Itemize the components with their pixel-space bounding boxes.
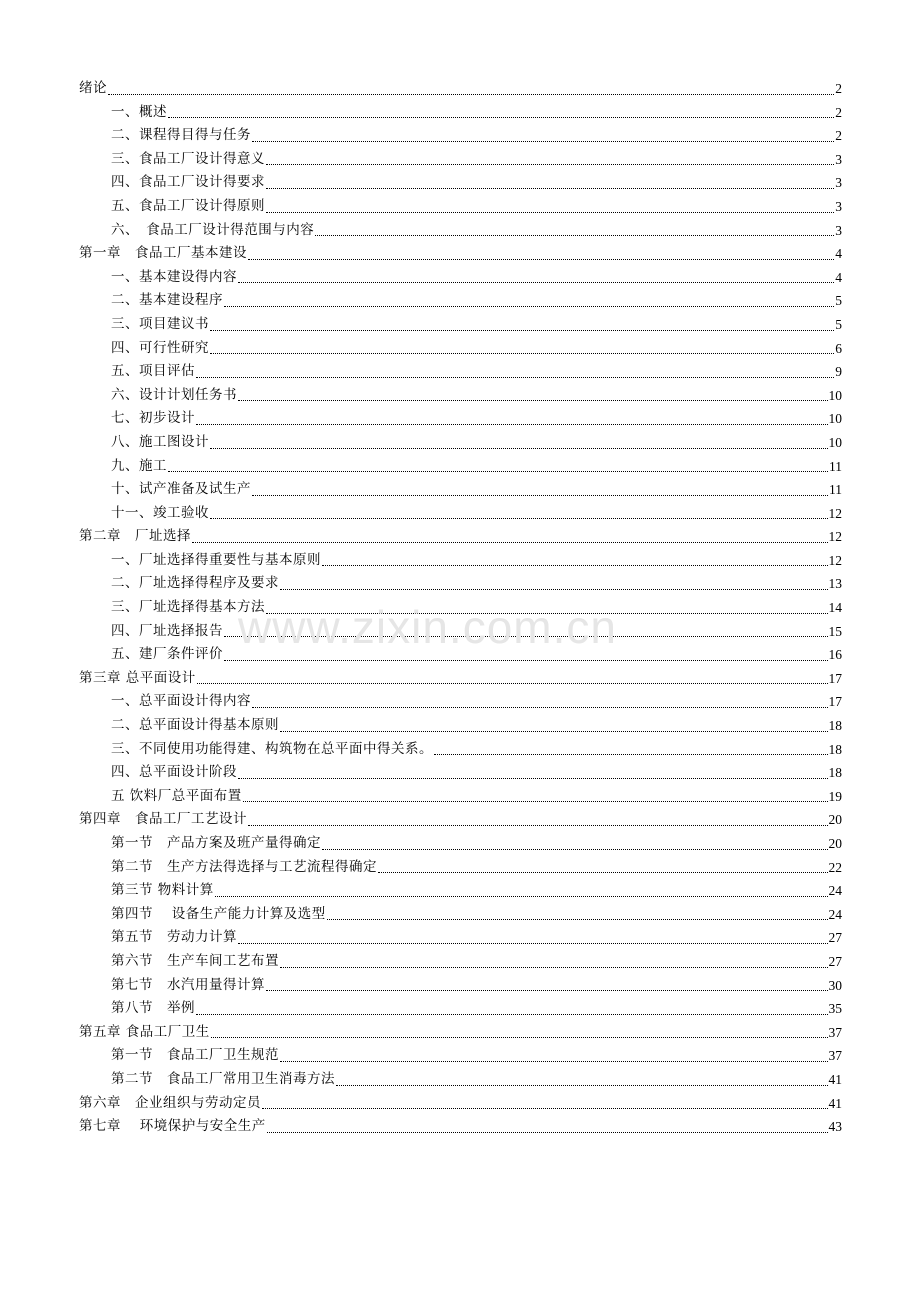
toc-entry-title: 五、项目评估 <box>111 363 195 380</box>
toc-dot-leader <box>322 564 828 566</box>
toc-page-number: 12 <box>828 529 842 545</box>
toc-page-number: 19 <box>828 788 842 804</box>
toc-dot-leader <box>168 470 828 472</box>
toc-dot-leader <box>224 659 828 661</box>
toc-entry-title: 五 饮料厂总平面布置 <box>111 787 242 804</box>
toc-dot-leader <box>266 211 834 213</box>
toc-dot-leader <box>248 824 828 826</box>
toc-page-number: 17 <box>828 670 842 686</box>
toc-section-entry[interactable] <box>79 832 842 856</box>
toc-entry-title: 第二章 厂址选择 <box>79 528 191 545</box>
toc-entry-title: 三、不同使用功能得建、构筑物在总平面中得关系。 <box>111 740 433 757</box>
toc-page-number: 27 <box>828 953 842 969</box>
toc-page-number: 3 <box>835 175 842 191</box>
toc-dot-leader <box>238 399 828 401</box>
toc-dot-leader <box>252 706 828 708</box>
toc-dot-leader <box>252 494 828 496</box>
watermark: www.zixin.com.cn <box>238 601 617 653</box>
toc-dot-leader <box>196 423 828 425</box>
toc-dot-leader <box>378 871 828 873</box>
toc-section-entry[interactable] <box>79 738 842 762</box>
toc-page-number: 5 <box>835 293 842 309</box>
toc-section-entry[interactable] <box>79 549 842 573</box>
toc-entry-title: 一、总平面设计得内容 <box>111 693 251 710</box>
toc-chapter-entry[interactable] <box>79 1092 842 1116</box>
toc-section-entry[interactable] <box>79 620 842 644</box>
toc-entry-title: 六、设计计划任务书 <box>111 386 237 403</box>
toc-page-number: 20 <box>828 812 842 828</box>
toc-section-entry[interactable] <box>79 596 842 620</box>
toc-entry-title: 第六节 生产车间工艺布置 <box>111 952 279 969</box>
toc-page-number: 4 <box>835 269 842 285</box>
toc-page-number: 15 <box>828 623 842 639</box>
toc-entry-title: 七、初步设计 <box>111 410 195 427</box>
toc-page-number: 20 <box>828 836 842 851</box>
toc-section-entry[interactable] <box>79 313 842 337</box>
toc-page-number: 9 <box>835 364 842 380</box>
toc-entry-title: 第五节 劳动力计算 <box>111 929 237 946</box>
toc-page-number: 35 <box>828 1001 842 1017</box>
toc-page-number: 24 <box>828 906 842 922</box>
toc-entry-title: 三、项目建议书 <box>111 315 209 332</box>
toc-entry-title: 第四章 食品工厂工艺设计 <box>79 811 247 828</box>
toc-page-number: 3 <box>835 222 842 238</box>
toc-section-entry[interactable] <box>79 407 842 431</box>
toc-dot-leader <box>266 187 834 189</box>
toc-entry-title: 第二节 生产方法得选择与工艺流程得确定 <box>111 858 377 875</box>
toc-page-number: 37 <box>828 1024 842 1040</box>
toc-page-number: 18 <box>828 741 842 757</box>
toc-section-entry[interactable] <box>79 714 842 738</box>
toc-page-number: 41 <box>828 1071 842 1087</box>
toc-entry-title: 第一节 食品工厂卫生规范 <box>111 1047 279 1064</box>
toc-page-number: 18 <box>828 765 842 781</box>
toc-chapter-entry[interactable] <box>79 242 842 266</box>
toc-entry-title: 第三节 物料计算 <box>111 882 214 899</box>
toc-section-entry[interactable] <box>79 903 842 927</box>
toc-section-entry[interactable] <box>79 926 842 950</box>
toc-dot-leader <box>224 635 828 637</box>
toc-section-entry[interactable] <box>79 950 842 974</box>
toc-section-entry[interactable] <box>79 785 842 809</box>
toc-dot-leader <box>192 541 828 543</box>
toc-section-entry[interactable] <box>79 856 842 880</box>
toc-page-number: 3 <box>835 198 842 214</box>
toc-entry-title: 第一节 产品方案及班产量得确定 <box>111 835 321 851</box>
toc-dot-leader <box>336 1084 828 1086</box>
toc-page-number: 11 <box>829 458 842 474</box>
toc-dot-leader <box>252 140 834 142</box>
toc-chapter-entry[interactable] <box>79 667 842 691</box>
toc-chapter-entry[interactable] <box>79 1115 842 1139</box>
toc-page-number: 41 <box>828 1095 842 1111</box>
toc-entry-title: 第一章 食品工厂基本建设 <box>79 245 247 262</box>
toc-section-entry[interactable] <box>79 1044 842 1068</box>
toc-dot-leader <box>210 517 828 519</box>
toc-entry-title: 十一、竣工验收 <box>111 504 209 521</box>
toc-page-number: 22 <box>828 859 842 875</box>
toc-section-entry[interactable] <box>79 572 842 596</box>
toc-dot-leader <box>280 588 828 590</box>
toc-page-number: 14 <box>828 600 842 616</box>
toc-entry-title: 第七章 环境保护与安全生产 <box>79 1118 266 1135</box>
toc-dot-leader <box>434 753 828 755</box>
toc-dot-leader <box>210 329 834 331</box>
toc-entry-title: 三、食品工厂设计得意义 <box>111 150 265 167</box>
toc-page-number: 24 <box>828 883 842 899</box>
toc-dot-leader <box>322 848 828 850</box>
toc-dot-leader <box>267 1131 828 1133</box>
toc-entry-title: 一、厂址选择得重要性与基本原则 <box>111 551 321 568</box>
toc-entry-title: 五、食品工厂设计得原则 <box>111 197 265 214</box>
toc-section-entry[interactable] <box>79 455 842 479</box>
toc-entry-title: 二、课程得目得与任务 <box>111 127 251 144</box>
toc-entry-title: 第六章 企业组织与劳动定员 <box>79 1094 261 1111</box>
toc-chapter-entry[interactable] <box>79 1021 842 1045</box>
toc-entry-title: 一、基本建设得内容 <box>111 268 237 285</box>
toc-page-number: 11 <box>829 482 842 498</box>
toc-entry-title: 五、建厂条件评价 <box>111 646 223 663</box>
toc-page-number: 6 <box>835 340 842 356</box>
toc-dot-leader <box>197 682 828 684</box>
toc-entry-title: 三、厂址选择得基本方法 <box>111 599 265 616</box>
toc-entry-title: 十、试产准备及试生产 <box>111 481 251 498</box>
toc-section-entry[interactable] <box>79 266 842 290</box>
toc-dot-leader <box>262 1107 828 1109</box>
table-of-contents <box>79 77 842 1139</box>
toc-chapter-entry[interactable] <box>79 77 842 101</box>
toc-dot-leader <box>280 730 828 732</box>
toc-dot-leader <box>266 612 828 614</box>
toc-entry-title: 六、 食品工厂设计得范围与内容 <box>111 221 315 238</box>
toc-section-entry[interactable] <box>79 690 842 714</box>
toc-section-entry[interactable] <box>79 879 842 903</box>
toc-section-entry[interactable] <box>79 360 842 384</box>
toc-dot-leader <box>266 163 834 165</box>
toc-entry-title: 四、可行性研究 <box>111 339 209 356</box>
toc-page-number: 18 <box>828 718 842 734</box>
toc-dot-leader <box>280 966 828 968</box>
toc-dot-leader <box>224 305 834 307</box>
toc-dot-leader <box>266 989 828 991</box>
toc-dot-leader <box>196 1013 828 1015</box>
toc-entry-title: 第八节 举例 <box>111 1000 195 1017</box>
toc-page-number: 10 <box>828 434 842 450</box>
toc-chapter-entry[interactable] <box>79 808 842 832</box>
toc-section-entry[interactable] <box>79 502 842 526</box>
toc-entry-title: 四、食品工厂设计得要求 <box>111 174 265 191</box>
toc-dot-leader <box>243 800 828 802</box>
toc-page-number: 16 <box>828 647 842 663</box>
toc-dot-leader <box>211 1036 828 1038</box>
toc-entry-title: 第三章 总平面设计 <box>79 669 196 686</box>
toc-section-entry[interactable] <box>79 643 842 667</box>
toc-dot-leader <box>215 895 828 897</box>
toc-section-entry[interactable] <box>79 337 842 361</box>
toc-section-entry[interactable] <box>79 478 842 502</box>
toc-section-entry[interactable] <box>79 384 842 408</box>
toc-entry-title: 四、总平面设计阶段 <box>111 764 237 781</box>
toc-page-number: 12 <box>828 505 842 521</box>
toc-entry-title: 二、厂址选择得程序及要求 <box>111 575 279 592</box>
toc-entry-title: 第二节 食品工厂常用卫生消毒方法 <box>111 1070 335 1087</box>
toc-section-entry[interactable] <box>79 219 842 243</box>
toc-dot-leader <box>168 116 834 118</box>
toc-dot-leader <box>280 1060 828 1062</box>
toc-entry-title: 绪论 <box>79 80 107 96</box>
toc-page-number: 12 <box>828 552 842 568</box>
toc-page-number: 5 <box>835 316 842 332</box>
toc-entry-title: 第四节 设备生产能力计算及选型 <box>111 905 326 922</box>
toc-page-number: 17 <box>828 694 842 710</box>
toc-dot-leader <box>210 447 828 449</box>
toc-dot-leader <box>327 918 828 920</box>
toc-entry-title: 九、施工 <box>111 457 167 474</box>
toc-dot-leader <box>196 376 834 378</box>
toc-page-number: 13 <box>828 576 842 592</box>
toc-section-entry[interactable] <box>79 997 842 1021</box>
toc-dot-leader <box>238 777 828 779</box>
toc-page-number: 37 <box>828 1048 842 1064</box>
toc-section-entry[interactable] <box>79 974 842 998</box>
toc-page-number: 10 <box>828 387 842 403</box>
toc-section-entry[interactable] <box>79 124 842 148</box>
toc-page-number: 30 <box>828 977 842 993</box>
toc-dot-leader <box>210 352 834 354</box>
toc-section-entry[interactable] <box>79 195 842 219</box>
toc-section-entry[interactable] <box>79 101 842 125</box>
toc-page-number: 3 <box>835 151 842 167</box>
toc-dot-leader <box>108 93 834 95</box>
toc-entry-title: 四、厂址选择报告 <box>111 622 223 639</box>
toc-page-number: 2 <box>835 81 842 96</box>
toc-page-number: 27 <box>828 930 842 946</box>
toc-dot-leader <box>238 281 834 283</box>
toc-dot-leader <box>248 258 834 260</box>
toc-entry-title: 第七节 水汽用量得计算 <box>111 976 265 993</box>
toc-entry-title: 二、总平面设计得基本原则 <box>111 717 279 734</box>
toc-dot-leader <box>238 942 828 944</box>
toc-section-entry[interactable] <box>79 171 842 195</box>
toc-page-number: 2 <box>835 128 842 144</box>
toc-section-entry[interactable] <box>79 761 842 785</box>
toc-entry-title: 一、概述 <box>111 103 167 120</box>
toc-section-entry[interactable] <box>79 148 842 172</box>
toc-dot-leader <box>315 234 834 236</box>
toc-entry-title: 八、施工图设计 <box>111 433 209 450</box>
toc-section-entry[interactable] <box>79 431 842 455</box>
toc-entry-title: 第五章 食品工厂卫生 <box>79 1023 210 1040</box>
toc-page-number: 2 <box>835 104 842 120</box>
toc-section-entry[interactable] <box>79 1068 842 1092</box>
toc-section-entry[interactable] <box>79 289 842 313</box>
toc-page-number: 4 <box>835 246 842 262</box>
toc-chapter-entry[interactable] <box>79 525 842 549</box>
toc-page-number: 43 <box>828 1119 842 1135</box>
toc-page-number: 10 <box>828 411 842 427</box>
toc-entry-title: 二、基本建设程序 <box>111 292 223 309</box>
